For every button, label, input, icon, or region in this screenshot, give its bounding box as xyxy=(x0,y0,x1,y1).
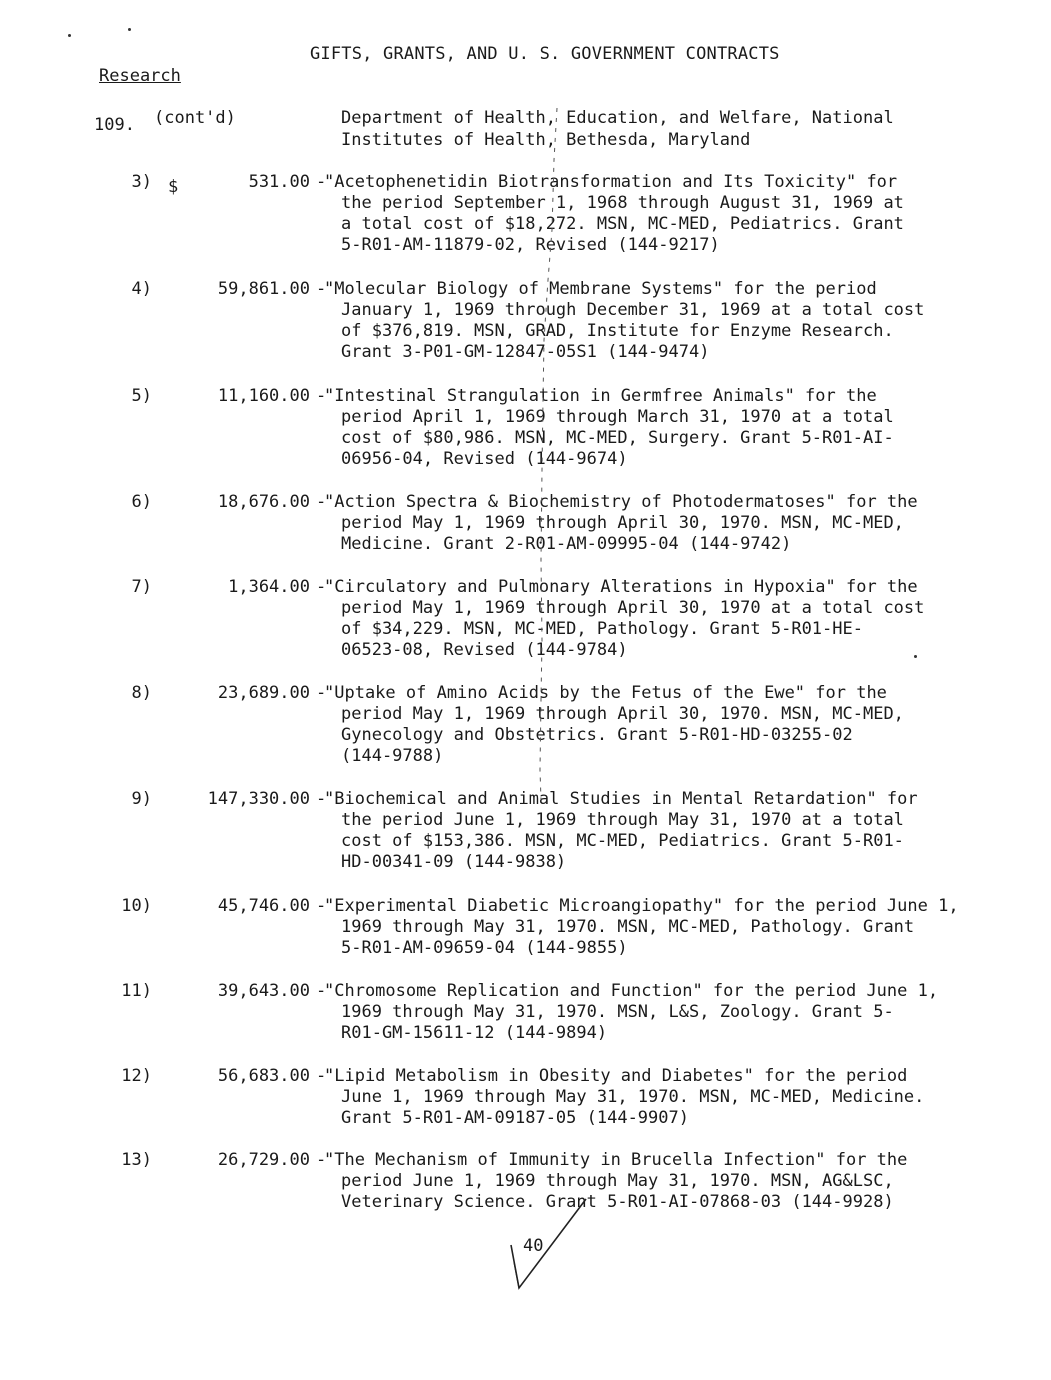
grant-amount: 11,160.00 xyxy=(217,386,310,406)
description-line: "Uptake of Amino Acids by the Fetus of the Ewe" for the xyxy=(324,683,887,703)
description-line: Grant 3-P01-GM-12847-05S1 (144-9474) xyxy=(341,342,710,362)
description-line: 5-R01-AM-11879-02, Revised (144-9217) xyxy=(341,235,720,255)
description-line: 06956-04, Revised (144-9674) xyxy=(341,449,628,469)
description-line: "Action Spectra & Biochemistry of Photodermatoses" for the xyxy=(324,492,918,512)
section-heading: Research xyxy=(99,66,181,86)
grant-amount: 45,746.00 xyxy=(217,896,310,916)
grant-description xyxy=(324,683,904,767)
separator-dash: - xyxy=(316,279,327,299)
description-line: "Chromosome Replication and Function" for the period June 1, xyxy=(324,981,939,1001)
stray-mark xyxy=(68,34,71,37)
separator-dash: - xyxy=(316,1066,327,1086)
grant-amount: 531.00 xyxy=(248,172,310,192)
description-line: "Experimental Diabetic Microangiopathy" for the period June 1, xyxy=(324,896,959,916)
description-line: cost of $80,986. MSN, MC-MED, Surgery. Grant 5-R01-AI- xyxy=(341,428,894,448)
grant-amount: 56,683.00 xyxy=(217,1066,310,1086)
description-line: period April 1, 1969 through March 31, 1970 at a total xyxy=(341,407,894,427)
description-line: (144-9788) xyxy=(341,746,444,766)
description-line: "Circulatory and Pulmonary Alterations in Hypoxia" for the xyxy=(324,577,918,597)
entry-number: 3) xyxy=(131,172,152,192)
entry-number: 5) xyxy=(131,386,152,406)
description-line: of $34,229. MSN, MC-MED, Pathology. Grant 5-R01-HE- xyxy=(341,619,863,639)
entry-number: 7) xyxy=(131,577,152,597)
entry-number: 10) xyxy=(121,896,152,916)
separator-dash: - xyxy=(316,577,327,597)
entry-number: 4) xyxy=(131,279,152,299)
separator-dash: - xyxy=(316,981,327,1001)
description-line: Medicine. Grant 2-R01-AM-09995-04 (144-9742) xyxy=(341,534,792,554)
page-title: GIFTS, GRANTS, AND U. S. GOVERNMENT CONTRACTS xyxy=(310,44,780,64)
grant-amount: 26,729.00 xyxy=(217,1150,310,1170)
description-line: 1969 through May 31, 1970. MSN, L&S, Zoology. Grant 5- xyxy=(341,1002,894,1022)
grant-description xyxy=(324,279,925,363)
description-line: a total cost of $18,272. MSN, MC-MED, Pediatrics. Grant xyxy=(341,214,904,234)
entry-number: 13) xyxy=(121,1150,152,1170)
grant-description xyxy=(324,1150,908,1213)
description-line: Grant 5-R01-AM-09187-05 (144-9907) xyxy=(341,1108,689,1128)
description-line: "The Mechanism of Immunity in Brucella Infection" for the xyxy=(324,1150,908,1170)
grant-amount: 18,676.00 xyxy=(217,492,310,512)
stray-mark xyxy=(914,655,917,658)
entry-number: 6) xyxy=(131,492,152,512)
grant-description xyxy=(324,172,904,256)
stray-mark xyxy=(128,28,131,31)
description-line: period May 1, 1969 through April 30, 1970. MSN, MC-MED, xyxy=(341,513,904,533)
description-line: period June 1, 1969 through May 31, 1970. MSN, AG&LSC, xyxy=(341,1171,894,1191)
agency-heading xyxy=(341,107,894,151)
description-line: "Acetophenetidin Biotransformation and Its Toxicity" for xyxy=(324,172,898,192)
description-line: January 1, 1969 through December 31, 1969 at a total cost xyxy=(341,300,925,320)
description-line: "Lipid Metabolism in Obesity and Diabetes" for the period xyxy=(324,1066,908,1086)
grant-amount: 147,330.00 xyxy=(207,789,310,809)
agency-line: Institutes of Health, Bethesda, Maryland xyxy=(341,130,751,150)
page-number: 40 xyxy=(523,1236,544,1256)
separator-dash: - xyxy=(316,896,327,916)
description-line: "Intestinal Strangulation in Germfree Animals" for the xyxy=(324,386,877,406)
agency-line: Department of Health, Education, and Welfare, National xyxy=(341,108,894,128)
grant-description xyxy=(324,789,918,873)
description-line: 1969 through May 31, 1970. MSN, MC-MED, Pathology. Grant xyxy=(341,917,915,937)
item-number: 109. xyxy=(94,115,135,135)
separator-dash: - xyxy=(316,386,327,406)
description-line: Veterinary Science. Grant 5-R01-AI-07868-03 (144-9928) xyxy=(341,1192,894,1212)
description-line: the period September 1, 1968 through August 31, 1969 at xyxy=(341,193,904,213)
description-line: R01-GM-15611-12 (144-9894) xyxy=(341,1023,608,1043)
separator-dash: - xyxy=(316,1150,327,1170)
separator-dash: - xyxy=(316,172,327,192)
entry-number: 11) xyxy=(121,981,152,1001)
grant-description xyxy=(324,492,918,555)
description-line: the period June 1, 1969 through May 31, 1970 at a total xyxy=(341,810,904,830)
description-line: June 1, 1969 through May 31, 1970. MSN, MC-MED, Medicine. xyxy=(341,1087,925,1107)
separator-dash: - xyxy=(316,789,327,809)
grant-amount: 59,861.00 xyxy=(217,279,310,299)
description-line: 06523-08, Revised (144-9784) xyxy=(341,640,628,660)
separator-dash: - xyxy=(316,683,327,703)
continued-label: (cont'd) xyxy=(154,108,236,128)
description-line: HD-00341-09 (144-9838) xyxy=(341,852,567,872)
entry-number: 12) xyxy=(121,1066,152,1086)
grant-description xyxy=(324,1066,925,1129)
description-line: cost of $153,386. MSN, MC-MED, Pediatrics. Grant 5-R01- xyxy=(341,831,904,851)
description-line: of $376,819. MSN, GRAD, Institute for Enzyme Research. xyxy=(341,321,894,341)
description-line: Gynecology and Obstetrics. Grant 5-R01-HD-03255-02 xyxy=(341,725,853,745)
description-line: 5-R01-AM-09659-04 (144-9855) xyxy=(341,938,628,958)
description-line: "Biochemical and Animal Studies in Mental Retardation" for xyxy=(324,789,918,809)
grant-amount: 39,643.00 xyxy=(217,981,310,1001)
grant-amount: 23,689.00 xyxy=(217,683,310,703)
entry-number: 9) xyxy=(131,789,152,809)
entry-number: 8) xyxy=(131,683,152,703)
currency-symbol: $ xyxy=(168,177,179,197)
separator-dash: - xyxy=(316,492,327,512)
description-line: "Molecular Biology of Membrane Systems" for the period xyxy=(324,279,877,299)
description-line: period May 1, 1969 through April 30, 1970. MSN, MC-MED, xyxy=(341,704,904,724)
grant-amount: 1,364.00 xyxy=(228,577,310,597)
grant-description xyxy=(324,577,925,661)
grant-description xyxy=(324,896,959,959)
grant-description xyxy=(324,981,939,1044)
grant-description xyxy=(324,386,894,470)
description-line: period May 1, 1969 through April 30, 1970 at a total cost xyxy=(341,598,925,618)
